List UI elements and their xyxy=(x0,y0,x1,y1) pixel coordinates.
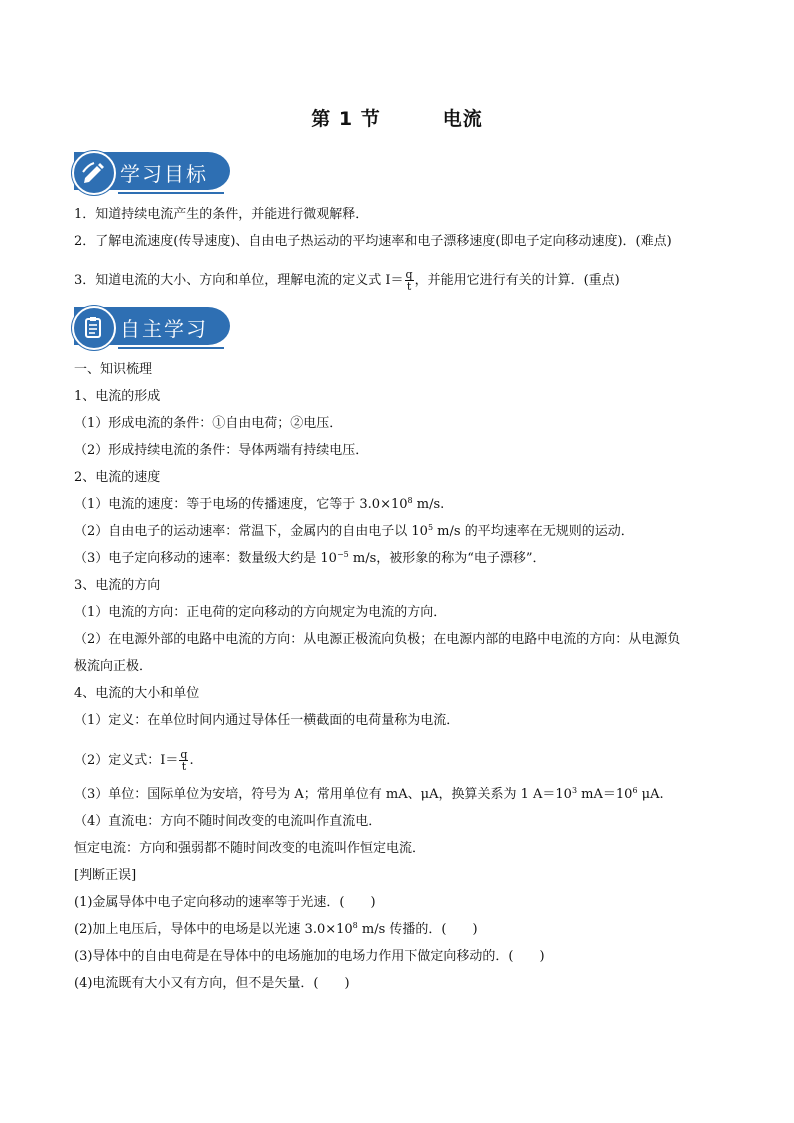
topic-heading: 2、电流的速度 xyxy=(74,470,161,485)
objective-item: 2．了解电流速度(传导速度)、自由电子热运动的平均速率和电子漂移速度(即电子定向移动速度)．(难点) xyxy=(74,234,672,249)
objectives-banner-label: 学习目标 xyxy=(120,162,208,186)
objective-item: 3．知道电流的大小、方向和单位，理解电流的定义式 I＝ $\frac{q}{t}$ ，并能用它进行有关的计算．(重点) xyxy=(74,268,620,293)
content-line: （2）自由电子的运动速率：常温下，金属内的自由电子以 $10^5$ m/s 的平均速率在无规则的运动． xyxy=(74,523,634,539)
section-name: 电流 xyxy=(442,108,483,130)
judge-question: (2)加上电压后，导体中的电场是以光速 $3.0\times 10^8$ m/s 传播的．( ) xyxy=(74,921,478,937)
page-title xyxy=(0,104,794,131)
content-line: （1）形成电流的条件：①自由电荷；②电压． xyxy=(74,416,343,431)
content-line: 恒定电流：方向和强弱都不随时间改变的电流叫作恒定电流． xyxy=(74,841,426,856)
content-line: （1）电流的方向：正电荷的定向移动的方向规定为电流的方向． xyxy=(74,605,447,620)
topic-heading: 4、电流的大小和单位 xyxy=(74,686,200,701)
content-line: （1）电流的速度：等于电场的传播速度，它等于 $3.0\times 10^8$ m/s. xyxy=(74,496,445,512)
judge-question: (3)导体中的自由电荷是在导体中的电场施加的电场力作用下做定向移动的．( ) xyxy=(74,949,545,964)
content-line: （3）单位：国际单位为安培，符号为 A；常用单位有 mA、μA，换算关系为 1 $A=10^3$ $mA=10^6$ μA. xyxy=(74,786,664,802)
objective-item: 1．知道持续电流产生的条件，并能进行微观解释． xyxy=(74,207,369,222)
content-line: （4）直流电：方向不随时间改变的电流叫作直流电． xyxy=(74,814,382,829)
section-number: 第 1 节 xyxy=(311,108,381,130)
content-line: （3）电子定向移动的速率：数量级大约是 $10^{-5}$ m/s，被形象的称为“电子漂移”． xyxy=(74,550,546,566)
judge-question: (4)电流既有大小又有方向，但不是矢量．( ) xyxy=(74,976,350,991)
topic-heading: 3、电流的方向 xyxy=(74,578,161,593)
fraction: $\frac{q}{t}$ xyxy=(405,268,413,293)
judge-heading: [判断正误] xyxy=(74,868,137,883)
judge-question: (1)金属导体中电子定向移动的速率等于光速．( ) xyxy=(74,895,376,910)
content-line: （2）定义式：I＝ $\frac{q}{t}$ . xyxy=(74,748,194,773)
content-line: 极流向正极． xyxy=(74,659,153,674)
pencil-icon xyxy=(72,151,116,195)
self-study-banner xyxy=(74,307,230,345)
section-heading: 一、知识梳理 xyxy=(74,362,153,377)
self-study-banner-label: 自主学习 xyxy=(120,317,208,341)
content-line: （1）定义：在单位时间内通过导体任一横截面的电荷量称为电流． xyxy=(74,713,460,728)
fraction: $\frac{q}{t}$ xyxy=(180,748,188,773)
objectives-banner xyxy=(74,152,230,190)
content-line: （2）在电源外部的电路中电流的方向：从电源正极流向负极；在电源内部的电路中电流的方向：从电源负 xyxy=(74,632,681,647)
clipboard-icon xyxy=(72,306,116,350)
topic-heading: 1、电流的形成 xyxy=(74,389,161,404)
content-line: （2）形成持续电流的条件：导体两端有持续电压． xyxy=(74,443,369,458)
